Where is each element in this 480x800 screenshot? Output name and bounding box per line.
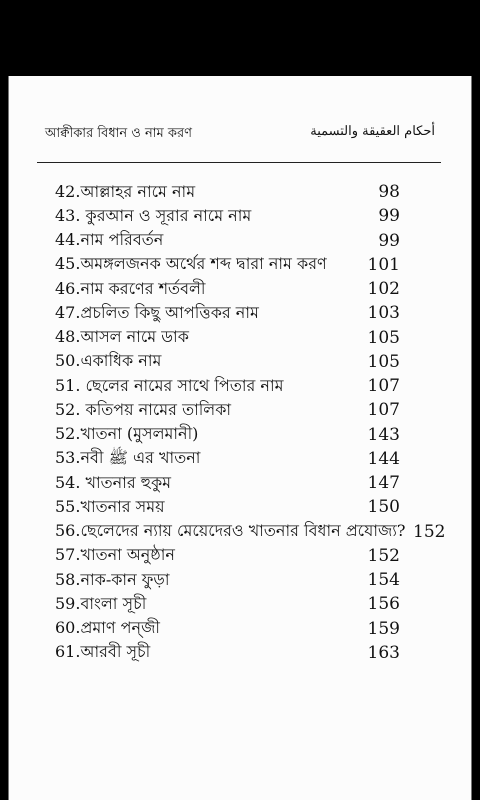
toc-entry-title: 52. কতিপয় নামের তালিকা [55,399,232,419]
toc-entry-title: 51. ছেলের নামের সাথে পিতার নাম [55,375,284,395]
toc-entry-page: 156 [367,594,400,615]
toc-entry [55,568,400,592]
toc-entry-title: 55.খাতনার সময় [55,496,165,516]
toc-entry-page: 147 [367,473,400,494]
toc-entry-title: 43. কুরআন ও সূরার নামে নাম [55,205,252,225]
toc-entry-page: 144 [367,448,400,469]
toc-entry [55,471,400,495]
toc-entry-title: 48.আসল নামে ডাক [55,327,189,347]
toc-entry [55,277,400,301]
toc-entry [55,326,400,350]
toc-entry [55,180,400,204]
toc-entry [55,520,446,544]
toc-entry-page: 150 [367,497,400,518]
toc-entry [55,495,400,519]
toc-entry [55,398,400,422]
toc-entry [55,229,400,253]
toc-entry-title: 42.আল্লাহর নামে নাম [55,181,196,201]
toc-entry [55,204,400,228]
toc-entry-title: 47.প্রচলিত কিছু আপত্তিকর নাম [55,302,259,322]
toc-entry-page: 103 [367,303,400,324]
toc-entry-page: 99 [378,230,400,251]
toc-entry-title: 53.নবী ﷺ এর খাতনা [55,448,201,468]
toc-entry [55,301,400,325]
toc-entry [55,253,400,277]
toc-entry-page: 143 [367,424,400,445]
toc-entry-page: 101 [367,254,400,275]
toc-entry-title: 61.আরবী সূচী [55,642,151,662]
toc-entry [55,447,400,471]
toc-entry-page: 102 [367,279,400,300]
toc-entry-page: 152 [367,545,400,566]
toc-entry-page: 107 [367,376,400,397]
toc-entry-page: 98 [378,182,400,203]
toc-entry-title: 52.খাতনা (মুসলমানী) [55,424,199,444]
toc-entry-title: 45.অমঙ্গলজনক অর্থের শব্দ দ্বারা নাম করণ [55,254,327,274]
table-of-contents [55,180,446,665]
toc-entry-page: 105 [367,351,400,372]
toc-entry-title: 58.নাক-কান ফুড়া [55,569,170,589]
toc-entry-page: 154 [367,570,400,591]
toc-entry [55,617,400,641]
toc-entry [55,350,400,374]
toc-entry-page: 152 [413,521,446,542]
header-divider [37,162,441,163]
toc-entry-title: 44.নাম পরিবর্তন [55,230,164,250]
toc-entry [55,374,400,398]
toc-entry-title: 46.নাম করণের শর্তবলী [55,278,206,298]
toc-entry-title: 59.বাংলা সূচী [55,593,147,613]
toc-entry-page: 107 [367,400,400,421]
toc-entry-title: 54. খাতনার হুকুম [55,472,172,492]
toc-entry [55,592,400,616]
running-header-bengali: আক্বীকার বিধান ও নাম করণ [45,126,192,141]
book-page [8,76,472,800]
toc-entry-page: 105 [367,327,400,348]
running-header-arabic: أحكام العقيقة والتسمية [310,124,435,139]
toc-entry [55,423,400,447]
toc-entry-page: 159 [367,618,400,639]
toc-entry-page: 163 [367,642,400,663]
toc-entry-title: 60.প্রমাণ পন্জী [55,618,160,638]
toc-entry-page: 99 [378,206,400,227]
toc-entry-title: 56.ছেলেদের ন্যায় মেয়েদেরও খাতনার বিধান প্রযোজ্য? [55,521,406,541]
toc-entry [55,641,400,665]
toc-entry-title: 57.খাতনা অনুষ্ঠান [55,545,175,565]
toc-entry [55,544,400,568]
toc-entry-title: 50.একাধিক নাম [55,351,162,371]
